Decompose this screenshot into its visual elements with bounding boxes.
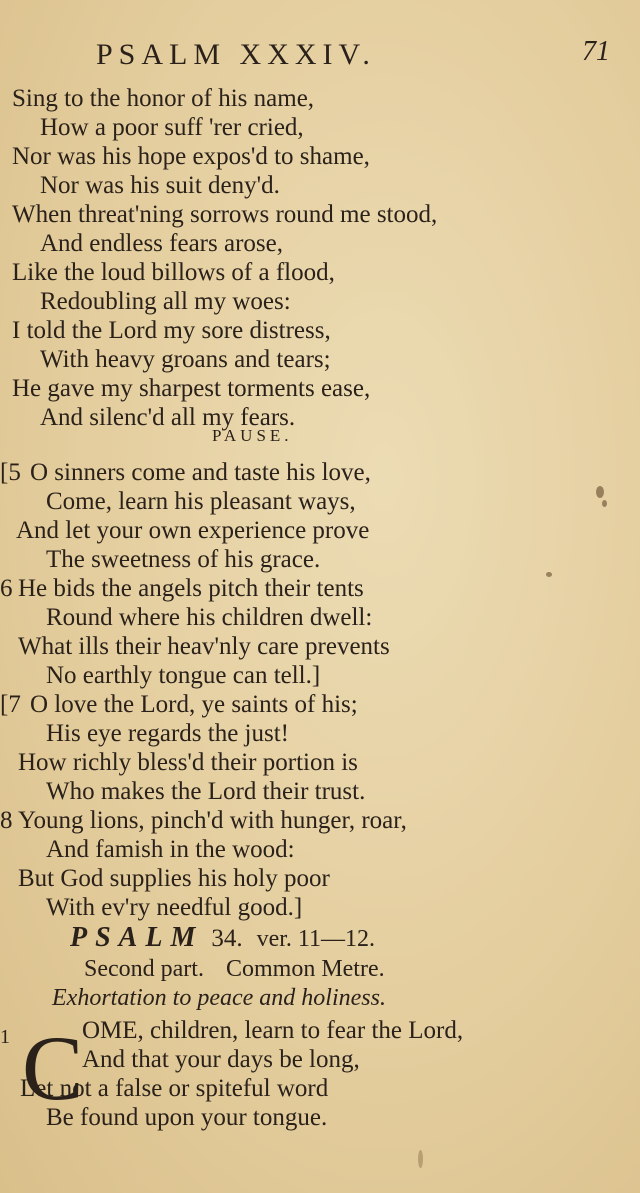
verse-line: He gave my sharpest torments ease, xyxy=(12,375,371,402)
page-number: 71 xyxy=(582,36,610,67)
psalm-verses-ref: ver. 11—12. xyxy=(256,926,376,952)
verse-line: OME, children, learn to fear the Lord, xyxy=(82,1017,464,1044)
verse-line: Nor was his suit deny'd. xyxy=(40,172,280,199)
psalm-part: Second part. xyxy=(84,956,204,982)
psalm-title: Exhortation to peace and holiness. xyxy=(52,985,386,1011)
verse-line: How a poor suff 'rer cried, xyxy=(40,114,304,141)
verse-line: Nor was his hope expos'd to shame, xyxy=(12,143,370,170)
running-title: PSALM XXXIV. xyxy=(96,38,376,71)
ink-spot xyxy=(418,1150,423,1168)
psalm-subheading xyxy=(84,956,385,983)
psalm-metre: Common Metre. xyxy=(225,956,385,982)
verse-line: Like the loud billows of a flood, xyxy=(12,259,335,286)
verse-line: What ills their heav'nly care prevents xyxy=(18,633,390,660)
verse-line: No earthly tongue can tell.] xyxy=(46,662,321,689)
verse-number: [5 xyxy=(0,459,21,486)
verse-line: O love the Lord, ye saints of his; xyxy=(30,691,358,718)
verse-line: But God supplies his holy poor xyxy=(18,865,330,892)
verse-number: [7 xyxy=(0,691,21,718)
verse-line: Who makes the Lord their trust. xyxy=(46,778,366,805)
psalm-word: PSALM xyxy=(70,922,204,953)
verse-line: O sinners come and taste his love, xyxy=(30,459,371,486)
psalm-number: 34. xyxy=(211,925,243,952)
verse-line: And endless fears arose, xyxy=(40,230,283,257)
ink-spot xyxy=(596,486,604,498)
verse-line: Be found upon your tongue. xyxy=(46,1104,328,1131)
verse-line: He bids the angels pitch their tents xyxy=(18,575,364,602)
verse-line: Young lions, pinch'd with hunger, roar, xyxy=(18,807,407,834)
verse-line: With heavy groans and tears; xyxy=(40,346,331,373)
verse-line: And let your own experience prove xyxy=(16,517,370,544)
verse-line: When threat'ning sorrows round me stood, xyxy=(12,201,438,228)
verse-line: And that your days be long, xyxy=(82,1046,360,1073)
verse-line: How richly bless'd their portion is xyxy=(18,749,358,776)
verse-line: Let not a false or spiteful word xyxy=(20,1075,329,1102)
drop-cap: C xyxy=(22,1017,84,1119)
verse-line: The sweetness of his grace. xyxy=(46,546,321,573)
verse-line: And famish in the wood: xyxy=(46,836,295,863)
ink-spot xyxy=(546,572,552,577)
verse-line: Come, learn his pleasant ways, xyxy=(46,488,356,515)
verse-line: With ev'ry needful good.] xyxy=(46,894,303,921)
psalm-heading xyxy=(70,922,375,954)
verse-number: 8 xyxy=(0,807,13,834)
verse-line: Sing to the honor of his name, xyxy=(12,85,315,112)
verse-line: His eye regards the just! xyxy=(46,720,289,747)
verse-line: And silenc'd all my fears. xyxy=(40,404,296,431)
pause-label: PAUSE. xyxy=(212,426,293,445)
verse-number: 1 xyxy=(0,1026,10,1048)
verse-line: Round where his children dwell: xyxy=(46,604,373,631)
verse-line: I told the Lord my sore distress, xyxy=(12,317,331,344)
verse-line: Redoubling all my woes: xyxy=(40,288,291,315)
ink-spot xyxy=(602,500,607,507)
verse-number: 6 xyxy=(0,575,13,602)
